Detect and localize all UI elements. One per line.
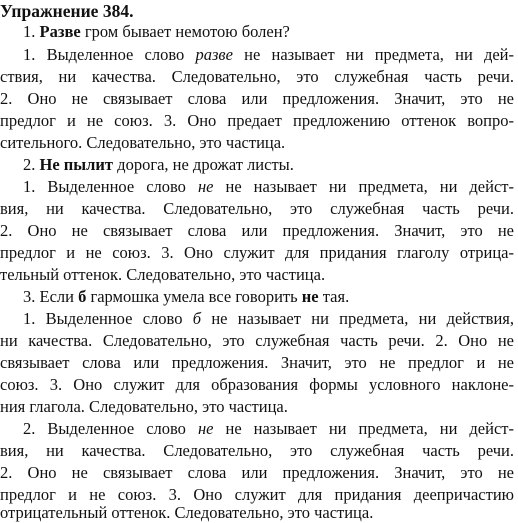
analysis-line: предлог и не союз. 3. Оно служит для придания деепричастию xyxy=(0,485,514,504)
italic-word: не xyxy=(197,419,214,438)
analysis-line: сительного. Следовательно, это частица. xyxy=(0,133,286,152)
analysis-line: отрицательный оттенок. Следовательно, это частица. xyxy=(0,503,374,522)
analysis-line: вия, ни качества. Следовательно, это служебная часть речи. xyxy=(0,441,514,460)
sentence-text: гром бывает немотою болен? xyxy=(84,22,290,41)
exercise-title: Упражнение 384. xyxy=(0,1,134,21)
analysis-line: 1. Выделенное слово б не называет ни предмета, ни действия, xyxy=(23,309,515,328)
analysis-line: вия, ни качества. Следовательно, это служебная часть речи. xyxy=(0,199,514,218)
analysis-line: ствия, ни качества. Следовательно, это служебная часть речи. xyxy=(0,67,514,86)
sentence-1 xyxy=(0,22,518,42)
analysis-line: тельный оттенок. Следовательно, это частица. xyxy=(0,265,326,284)
analysis-line: 2. Выделенное слово не не называет ни предмета, ни дейст- xyxy=(23,419,514,438)
analysis-line: предлог и не союз. 3. Оно предает предложению оттенок вопро- xyxy=(0,111,514,130)
sentence-number: 2. xyxy=(23,155,36,174)
analysis-line: ни качества. Следовательно, это служебная часть речи. 2. Оно не xyxy=(0,331,514,350)
analysis-line: 2. Оно не связывает слова или предложения. Значит, это не xyxy=(0,89,514,108)
analysis-line: 2. Оно не связывает слова или предложения. Значит, это не xyxy=(0,463,514,482)
sentence-2 xyxy=(0,155,518,175)
italic-word: б xyxy=(192,309,202,328)
highlighted-word: б xyxy=(78,287,87,306)
italic-word: не xyxy=(197,177,214,196)
highlighted-word: не xyxy=(301,287,319,306)
sentence-number: 1. xyxy=(23,22,36,41)
analysis-line: связывает слова или предложения. Значит, это не предлог и не xyxy=(0,353,514,372)
analysis-line: предлог и не союз. 3. Оно служит для придания глаголу отрица- xyxy=(0,243,514,262)
highlighted-word: Не пылит xyxy=(39,155,114,174)
italic-word: разве xyxy=(195,45,233,64)
analysis-line: 2. Оно не связывает слова или предложения. Значит, это не xyxy=(0,221,514,240)
analysis-line: союз. 3. Оно служит для образования формы условного наклоне- xyxy=(0,375,514,394)
sentence-3: 3. Если б гармошка умела все говорить не тая. xyxy=(23,287,350,306)
sentence-text: дорога, не дрожат листы. xyxy=(117,155,294,174)
analysis-line: 1. Выделенное слово не не называет ни предмета, ни дейст- xyxy=(23,177,514,196)
analysis-line: 1. Выделенное слово разве не называет ни предмета, ни дей- xyxy=(23,45,515,64)
analysis-line: ния глагола. Следовательно, это частица. xyxy=(0,397,288,416)
highlighted-word: Разве xyxy=(39,22,81,41)
